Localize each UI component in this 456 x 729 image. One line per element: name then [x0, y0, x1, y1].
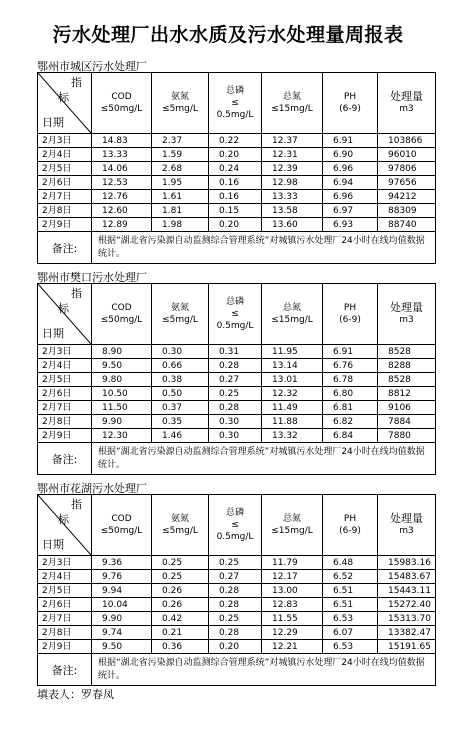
header-vol-cell [378, 495, 436, 556]
cell-tn: 11.49 [262, 401, 323, 415]
cell-tp: 0.16 [209, 176, 262, 190]
cell-tn: 13.33 [262, 190, 323, 204]
cell-tp: 0.28 [209, 359, 262, 373]
cell-cod: 10.50 [92, 387, 152, 401]
cell-ph: 6.96 [323, 190, 378, 204]
table-row [38, 640, 436, 654]
cell-date: 2月8日 [38, 415, 92, 429]
header-tp-3: 0.5mg/L [216, 110, 254, 120]
cell-nh3: 0.36 [152, 640, 209, 654]
cell-cod: 9.74 [92, 626, 152, 640]
cell-ph: 6.53 [323, 612, 378, 626]
cell-vol: 96010 [378, 148, 436, 162]
note-label: 备注: [38, 232, 92, 264]
header-vol-1: 处理量 [390, 512, 423, 525]
cell-cod: 9.50 [92, 359, 152, 373]
note-label: 备注: [38, 443, 92, 475]
cell-tn: 12.29 [262, 626, 323, 640]
table-row [38, 598, 436, 612]
table-row [38, 373, 436, 387]
cell-ph: 6.51 [323, 584, 378, 598]
table-row [38, 387, 436, 401]
plant-table [37, 494, 436, 686]
note-text: 根据“湖北省污染源自动监测综合管理系统”对城镇污水处理厂24小时在线均值数据统计。 [92, 654, 436, 686]
table-row [38, 176, 436, 190]
note-label: 备注: [38, 654, 92, 686]
header-vol-1: 处理量 [390, 301, 423, 314]
table-row [38, 429, 436, 443]
cell-date: 2月7日 [38, 612, 92, 626]
header-nh3-cell [152, 284, 209, 345]
cell-tn: 11.79 [262, 556, 323, 570]
header-ph-2: (6-9) [339, 526, 361, 536]
header-nh3-1: 氨氮 [170, 92, 189, 102]
cell-vol: 8528 [378, 373, 436, 387]
table-row [38, 584, 436, 598]
header-nh3-1: 氨氮 [170, 303, 189, 313]
cell-date: 2月7日 [38, 401, 92, 415]
cell-date: 2月5日 [38, 162, 92, 176]
cell-tp: 0.28 [209, 626, 262, 640]
report-title: 污水处理厂出水水质及污水处理量周报表 [52, 24, 404, 46]
cell-ph: 6.53 [323, 640, 378, 654]
header-ph-cell [323, 284, 378, 345]
cell-nh3: 0.25 [152, 570, 209, 584]
header-ph-cell [323, 73, 378, 134]
cell-nh3: 2.68 [152, 162, 209, 176]
cell-cod: 9.36 [92, 556, 152, 570]
cell-cod: 14.83 [92, 134, 152, 148]
header-tp-1: 总磷 [225, 297, 244, 307]
header-ph-1: PH [343, 92, 357, 102]
header-zhi: 指 [71, 76, 82, 89]
header-tn-1: 总氮 [282, 92, 301, 102]
header-ph-2: (6-9) [339, 315, 361, 325]
header-tn-1: 总氮 [282, 514, 301, 524]
cell-date: 2月6日 [38, 598, 92, 612]
plant-name: 鄂州市城区污水处理厂 [37, 60, 147, 73]
header-ph-2: (6-9) [339, 104, 361, 114]
cell-vol: 15272.40 [378, 598, 436, 612]
cell-tp: 0.25 [209, 612, 262, 626]
corner-cell [38, 73, 92, 134]
table-row [38, 626, 436, 640]
cell-ph: 6.82 [323, 415, 378, 429]
cell-cod: 9.94 [92, 584, 152, 598]
cell-tn: 11.55 [262, 612, 323, 626]
cell-tp: 0.20 [209, 218, 262, 232]
cell-date: 2月9日 [38, 429, 92, 443]
cell-tp: 0.20 [209, 640, 262, 654]
cell-nh3: 1.61 [152, 190, 209, 204]
cell-date: 2月8日 [38, 204, 92, 218]
note-text: 根据“湖北省污染源自动监测综合管理系统”对城镇污水处理厂24小时在线均值数据统计。 [92, 232, 436, 264]
header-cod-2: ≤50mg/L [100, 526, 143, 536]
cell-vol: 15443.11 [378, 584, 436, 598]
cell-vol: 97656 [378, 176, 436, 190]
header-ph-1: PH [343, 514, 357, 524]
cell-date: 2月8日 [38, 626, 92, 640]
cell-tp: 0.27 [209, 373, 262, 387]
cell-date: 2月6日 [38, 176, 92, 190]
note-text: 根据“湖北省污染源自动监测综合管理系统”对城镇污水处理厂24小时在线均值数据统计。 [92, 443, 436, 475]
header-cod-cell [92, 73, 152, 134]
cell-vol: 7884 [378, 415, 436, 429]
cell-nh3: 1.95 [152, 176, 209, 190]
header-vol-2: m3 [399, 526, 414, 536]
cell-date: 2月6日 [38, 387, 92, 401]
cell-nh3: 0.30 [152, 345, 209, 359]
table-row [38, 204, 436, 218]
cell-tn: 13.32 [262, 429, 323, 443]
cell-tp: 0.16 [209, 190, 262, 204]
cell-vol: 88309 [378, 204, 436, 218]
cell-tp: 0.24 [209, 162, 262, 176]
cell-tp: 0.28 [209, 598, 262, 612]
note-row [38, 232, 436, 264]
cell-nh3: 1.59 [152, 148, 209, 162]
table-row [38, 148, 436, 162]
table-row [38, 162, 436, 176]
header-tp-cell [209, 284, 262, 345]
filler-label: 填表人：罗春凤 [37, 688, 114, 701]
note-row [38, 443, 436, 475]
header-vol-cell [378, 284, 436, 345]
header-tp-2: ≤ [231, 98, 239, 108]
header-riqi: 日期 [42, 538, 64, 551]
table-row [38, 345, 436, 359]
cell-vol: 7880 [378, 429, 436, 443]
cell-date: 2月5日 [38, 584, 92, 598]
header-tn-cell [262, 73, 323, 134]
cell-vol: 15313.70 [378, 612, 436, 626]
plant-table [37, 72, 436, 264]
corner-cell [38, 495, 92, 556]
cell-vol: 8528 [378, 345, 436, 359]
cell-nh3: 0.42 [152, 612, 209, 626]
header-tn-cell [262, 495, 323, 556]
cell-tn: 13.58 [262, 204, 323, 218]
header-cod-cell [92, 284, 152, 345]
cell-vol: 88740 [378, 218, 436, 232]
header-nh3-2: ≤5mg/L [162, 104, 198, 114]
header-zhi: 指 [71, 287, 82, 300]
header-cod-1: COD [111, 514, 132, 524]
cell-tn: 13.60 [262, 218, 323, 232]
cell-nh3: 2.37 [152, 134, 209, 148]
header-tp-1: 总磷 [225, 508, 244, 518]
cell-vol: 15983.16 [378, 556, 436, 570]
header-tp-3: 0.5mg/L [216, 321, 254, 331]
cell-vol: 94212 [378, 190, 436, 204]
cell-cod: 9.90 [92, 415, 152, 429]
cell-tn: 13.14 [262, 359, 323, 373]
cell-nh3: 0.66 [152, 359, 209, 373]
cell-cod: 9.80 [92, 373, 152, 387]
table-row [38, 612, 436, 626]
cell-ph: 6.94 [323, 176, 378, 190]
table-header [38, 73, 436, 134]
cell-vol: 103866 [378, 134, 436, 148]
header-riqi: 日期 [42, 327, 64, 340]
cell-tp: 0.28 [209, 401, 262, 415]
header-biao: 标 [58, 513, 69, 526]
cell-cod: 12.30 [92, 429, 152, 443]
cell-cod: 12.76 [92, 190, 152, 204]
header-zhi: 指 [71, 498, 82, 511]
cell-cod: 9.90 [92, 612, 152, 626]
cell-tn: 12.83 [262, 598, 323, 612]
header-cod-cell [92, 495, 152, 556]
plant-name: 鄂州市樊口污水处理厂 [37, 271, 147, 284]
cell-tn: 12.32 [262, 387, 323, 401]
cell-ph: 6.80 [323, 387, 378, 401]
cell-ph: 6.48 [323, 556, 378, 570]
cell-ph: 6.84 [323, 429, 378, 443]
cell-vol: 8812 [378, 387, 436, 401]
cell-tn: 12.17 [262, 570, 323, 584]
header-nh3-2: ≤5mg/L [162, 526, 198, 536]
cell-date: 2月4日 [38, 148, 92, 162]
cell-tp: 0.15 [209, 204, 262, 218]
cell-nh3: 0.26 [152, 598, 209, 612]
header-tp-cell [209, 495, 262, 556]
table-row [38, 359, 436, 373]
header-cod-2: ≤50mg/L [100, 315, 143, 325]
cell-cod: 9.50 [92, 640, 152, 654]
cell-ph: 6.91 [323, 134, 378, 148]
header-nh3-2: ≤5mg/L [162, 315, 198, 325]
cell-date: 2月3日 [38, 556, 92, 570]
cell-vol: 97806 [378, 162, 436, 176]
header-tp-cell [209, 73, 262, 134]
header-tn-2: ≤15mg/L [271, 104, 313, 114]
cell-tp: 0.25 [209, 387, 262, 401]
header-tn-2: ≤15mg/L [271, 315, 313, 325]
cell-ph: 6.51 [323, 598, 378, 612]
cell-date: 2月3日 [38, 134, 92, 148]
header-vol-cell [378, 73, 436, 134]
cell-vol: 15191.65 [378, 640, 436, 654]
header-tn-cell [262, 284, 323, 345]
cell-tn: 11.95 [262, 345, 323, 359]
cell-tp: 0.25 [209, 556, 262, 570]
cell-nh3: 0.50 [152, 387, 209, 401]
header-cod-1: COD [111, 92, 132, 102]
cell-tp: 0.30 [209, 429, 262, 443]
header-vol-2: m3 [399, 315, 414, 325]
cell-tn: 13.01 [262, 373, 323, 387]
cell-ph: 6.90 [323, 148, 378, 162]
cell-tn: 12.31 [262, 148, 323, 162]
table-row [38, 415, 436, 429]
cell-cod: 8.90 [92, 345, 152, 359]
table-row [38, 218, 436, 232]
header-cod-2: ≤50mg/L [100, 104, 143, 114]
header-nh3-cell [152, 73, 209, 134]
cell-tn: 12.21 [262, 640, 323, 654]
cell-tp: 0.27 [209, 570, 262, 584]
cell-tn: 12.39 [262, 162, 323, 176]
header-tp-3: 0.5mg/L [216, 532, 254, 542]
cell-date: 2月9日 [38, 218, 92, 232]
cell-vol: 9106 [378, 401, 436, 415]
plant-table [37, 283, 436, 475]
cell-nh3: 1.98 [152, 218, 209, 232]
cell-nh3: 0.21 [152, 626, 209, 640]
cell-ph: 6.91 [323, 345, 378, 359]
header-tn-1: 总氮 [282, 303, 301, 313]
cell-tn: 12.98 [262, 176, 323, 190]
corner-cell [38, 284, 92, 345]
cell-ph: 6.76 [323, 359, 378, 373]
header-vol-1: 处理量 [390, 90, 423, 103]
cell-cod: 14.06 [92, 162, 152, 176]
header-cod-1: COD [111, 303, 132, 313]
cell-tn: 13.00 [262, 584, 323, 598]
table-row [38, 190, 436, 204]
table-row [38, 570, 436, 584]
cell-ph: 6.81 [323, 401, 378, 415]
cell-cod: 11.50 [92, 401, 152, 415]
cell-date: 2月9日 [38, 640, 92, 654]
table-row [38, 134, 436, 148]
table-row [38, 401, 436, 415]
cell-cod: 13.33 [92, 148, 152, 162]
cell-cod: 12.60 [92, 204, 152, 218]
cell-nh3: 0.26 [152, 584, 209, 598]
table-row [38, 556, 436, 570]
header-tp-1: 总磷 [225, 86, 244, 96]
header-biao: 标 [58, 91, 69, 104]
cell-vol: 15483.67 [378, 570, 436, 584]
cell-date: 2月7日 [38, 190, 92, 204]
header-tp-2: ≤ [231, 309, 239, 319]
table-header [38, 284, 436, 345]
cell-cod: 10.04 [92, 598, 152, 612]
cell-ph: 6.93 [323, 218, 378, 232]
cell-date: 2月5日 [38, 373, 92, 387]
cell-date: 2月4日 [38, 359, 92, 373]
cell-tp: 0.20 [209, 148, 262, 162]
header-vol-2: m3 [399, 104, 414, 114]
cell-cod: 9.76 [92, 570, 152, 584]
cell-vol: 13382.47 [378, 626, 436, 640]
header-nh3-cell [152, 495, 209, 556]
cell-tp: 0.30 [209, 415, 262, 429]
cell-tp: 0.28 [209, 584, 262, 598]
cell-nh3: 0.25 [152, 556, 209, 570]
cell-ph: 6.78 [323, 373, 378, 387]
table-header [38, 495, 436, 556]
header-ph-1: PH [343, 303, 357, 313]
cell-ph: 6.97 [323, 204, 378, 218]
plant-name: 鄂州市花湖污水处理厂 [37, 482, 147, 495]
cell-vol: 8288 [378, 359, 436, 373]
cell-nh3: 0.38 [152, 373, 209, 387]
header-biao: 标 [58, 302, 69, 315]
cell-tn: 11.88 [262, 415, 323, 429]
header-riqi: 日期 [42, 116, 64, 129]
header-tp-2: ≤ [231, 520, 239, 530]
cell-nh3: 1.46 [152, 429, 209, 443]
header-tn-2: ≤15mg/L [271, 526, 313, 536]
cell-ph: 6.96 [323, 162, 378, 176]
note-row [38, 654, 436, 686]
cell-ph: 6.52 [323, 570, 378, 584]
cell-nh3: 0.37 [152, 401, 209, 415]
cell-nh3: 1.81 [152, 204, 209, 218]
cell-nh3: 0.35 [152, 415, 209, 429]
cell-cod: 12.53 [92, 176, 152, 190]
cell-tp: 0.31 [209, 345, 262, 359]
header-nh3-1: 氨氮 [170, 514, 189, 524]
cell-ph: 6.07 [323, 626, 378, 640]
header-ph-cell [323, 495, 378, 556]
cell-cod: 12.89 [92, 218, 152, 232]
cell-tp: 0.22 [209, 134, 262, 148]
cell-date: 2月3日 [38, 345, 92, 359]
cell-date: 2月4日 [38, 570, 92, 584]
cell-tn: 12.37 [262, 134, 323, 148]
